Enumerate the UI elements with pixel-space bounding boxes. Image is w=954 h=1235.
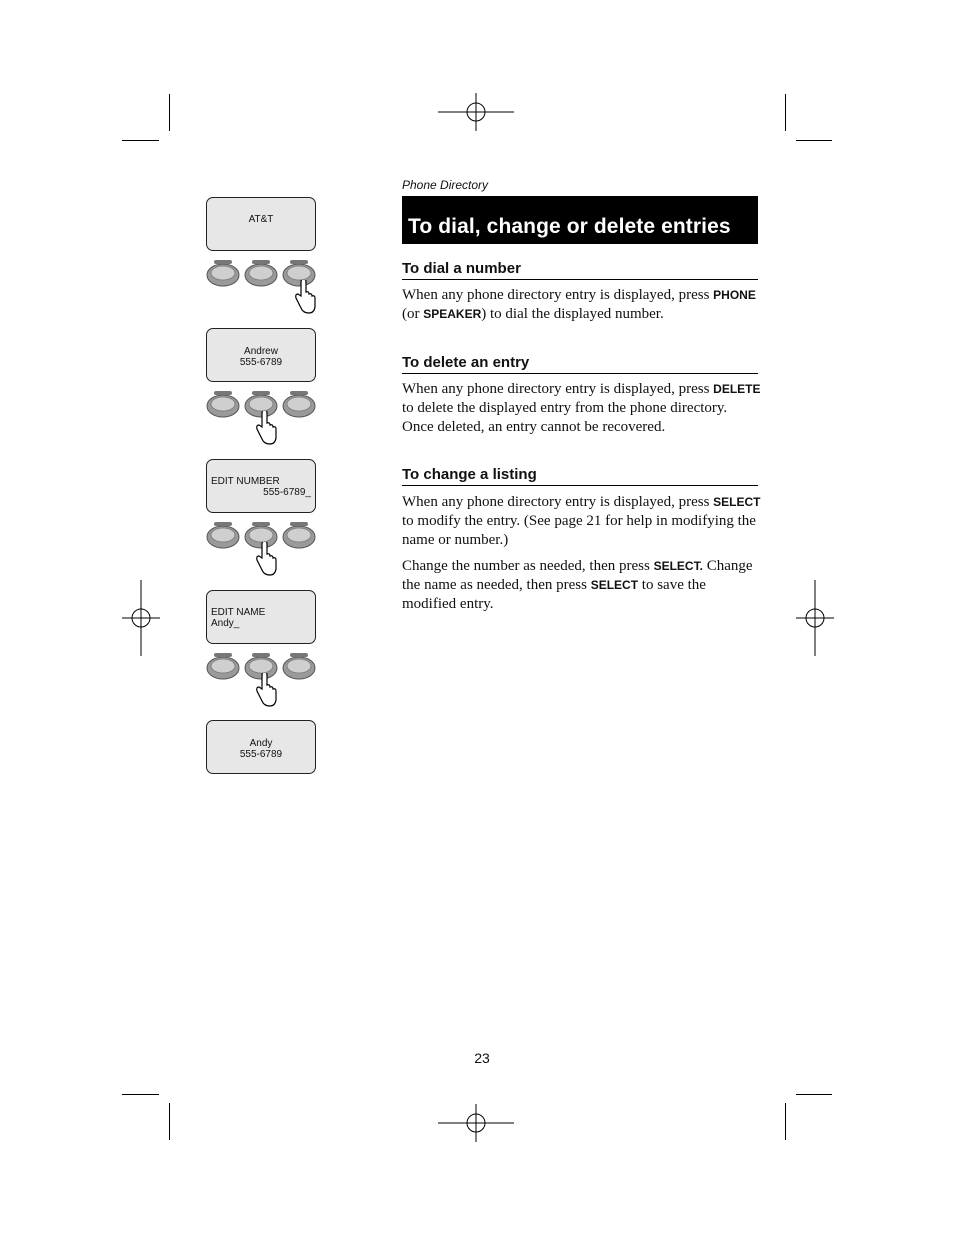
key-label: SELECT <box>590 578 639 592</box>
navigation-key-icon <box>282 651 316 681</box>
navigation-key-icon <box>206 389 240 419</box>
title-banner <box>402 196 758 244</box>
key-label: SPEAKER <box>423 307 482 321</box>
navigation-key-icon <box>206 520 240 550</box>
paragraph: When any phone directory entry is displayed, press SELECT to modify the entry. (See page 21 for help in modifying the name or number.) <box>402 494 761 548</box>
paragraph: When any phone directory entry is displayed, press PHONE (or SPEAKER) to dial the displayed number. <box>402 287 756 322</box>
section-heading: To delete an entry <box>402 354 758 374</box>
pointing-hand-icon <box>255 542 277 578</box>
key-label: SELECT <box>713 495 761 509</box>
paragraph: When any phone directory entry is displayed, press DELETE to delete the displayed entry from the phone directory. Once deleted, an entry cannot be recovered. <box>402 381 761 435</box>
page-number: 23 <box>474 1050 490 1066</box>
pointing-hand-icon <box>255 673 277 709</box>
section-heading: To change a listing <box>402 466 758 486</box>
lcd-screen <box>206 590 316 644</box>
lcd-screen <box>206 459 316 513</box>
lcd-line: 555-6789 <box>239 749 283 760</box>
navigation-key-icon <box>244 258 278 288</box>
section-label: Phone Directory <box>402 178 489 192</box>
key-label: SELECT. <box>653 559 703 573</box>
page-title: To dial, change or delete entries <box>408 215 731 238</box>
lcd-line: 555-6789 <box>239 357 283 368</box>
lcd-line: EDIT NAME <box>211 607 266 618</box>
lcd-line: EDIT NUMBER <box>211 476 280 487</box>
registration-mark-icon <box>122 580 160 656</box>
lcd-line: Andrew <box>244 346 278 357</box>
lcd-screen <box>206 720 316 774</box>
navigation-key-icon <box>206 651 240 681</box>
lcd-line: Andy <box>249 738 273 749</box>
key-label: PHONE <box>713 288 756 302</box>
pointing-hand-icon <box>255 411 277 447</box>
lcd-line: Andy_ <box>211 618 240 629</box>
paragraph: Change the number as needed, then press SELECT. Change the name as needed, then press SELECT to save the modified entry. <box>402 558 753 612</box>
lcd-line: 555-6789_ <box>263 487 311 498</box>
navigation-key-icon <box>282 520 316 550</box>
navigation-key-icon <box>206 258 240 288</box>
key-label: DELETE <box>713 382 761 396</box>
navigation-key-icon <box>282 389 316 419</box>
lcd-line: AT&T <box>248 214 274 225</box>
registration-mark-icon <box>438 1104 514 1142</box>
lcd-screen <box>206 197 316 251</box>
section-heading: To dial a number <box>402 260 758 280</box>
pointing-hand-icon <box>294 280 316 316</box>
registration-mark-icon <box>796 580 834 656</box>
registration-mark-icon <box>438 93 514 131</box>
lcd-screen <box>206 328 316 382</box>
